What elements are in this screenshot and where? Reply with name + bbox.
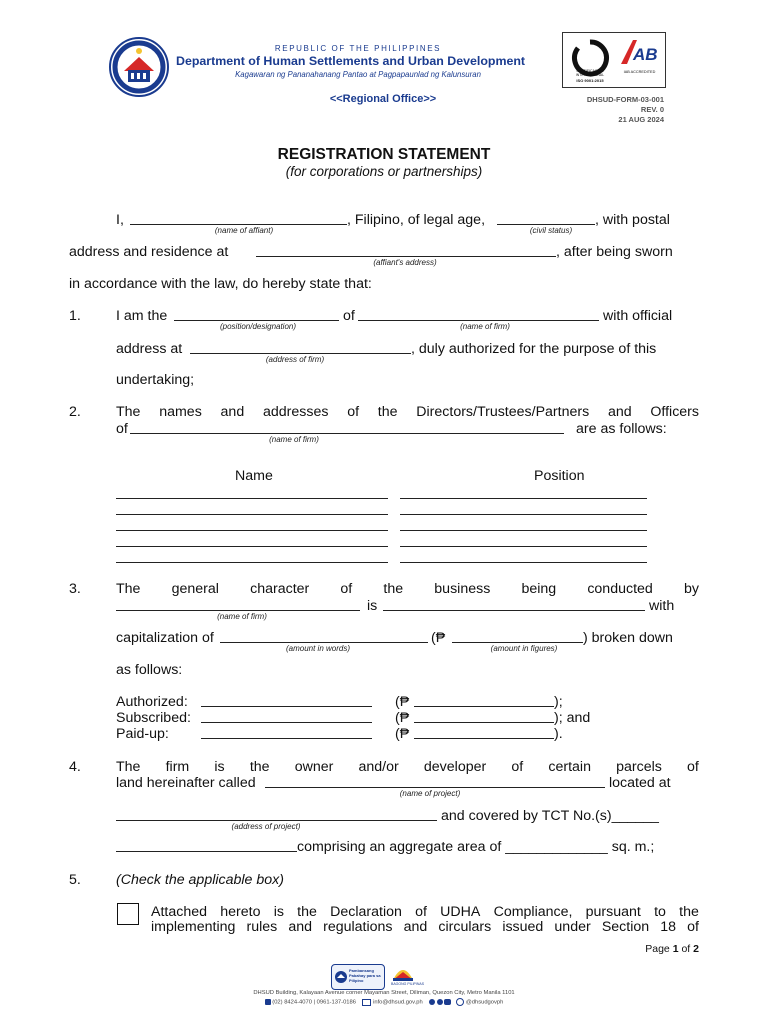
capital-figures-hint: (amount in figures) bbox=[490, 644, 558, 653]
firm-name-hint-3: (name of firm) bbox=[217, 612, 267, 621]
item3-word: The bbox=[116, 581, 141, 597]
item4-word: the bbox=[249, 759, 270, 775]
item1-i-am: I am the bbox=[116, 308, 168, 324]
item5-word: of bbox=[687, 919, 699, 935]
item5-word: Attached bbox=[151, 904, 208, 920]
iab-logo-icon bbox=[617, 36, 662, 68]
item5-check: (Check the applicable box) bbox=[116, 872, 284, 888]
item2-number: 2. bbox=[69, 404, 81, 420]
svg-text:AB: AB bbox=[633, 45, 658, 64]
item3-line1 bbox=[116, 581, 699, 597]
intro-address-lead: address and residence at bbox=[69, 244, 229, 260]
item5-word: Compliance, bbox=[493, 904, 573, 920]
item4-word: certain bbox=[548, 759, 591, 775]
item5-line1 bbox=[151, 904, 699, 920]
director-position-field[interactable] bbox=[400, 530, 647, 531]
dhsud-seal-icon bbox=[109, 37, 169, 97]
item3-word: conducted bbox=[587, 581, 653, 597]
iab-badge bbox=[617, 36, 662, 84]
item3-as-follows: as follows: bbox=[116, 662, 183, 678]
item5-word: 18 bbox=[660, 919, 677, 935]
item2-of: of bbox=[116, 421, 128, 437]
intro-after-sworn: , after being sworn bbox=[556, 244, 673, 260]
document-subtitle: (for corporations or partnerships) bbox=[285, 164, 483, 179]
firm-name-field-3[interactable] bbox=[116, 610, 360, 611]
item2-word: and bbox=[607, 404, 632, 420]
item4-comprising: comprising an aggregate area of _____________ sq. m.; bbox=[297, 839, 655, 855]
subscribed-peso: (₱ bbox=[395, 710, 410, 726]
item1-address-at: address at bbox=[116, 341, 183, 357]
item3-word: being bbox=[521, 581, 557, 597]
item3-word: the bbox=[383, 581, 404, 597]
area-lead-field[interactable] bbox=[116, 851, 297, 852]
item5-word: Section bbox=[601, 919, 650, 935]
subscribed-label: Subscribed: bbox=[116, 710, 191, 726]
item4-word: of bbox=[511, 759, 524, 775]
project-address-field[interactable] bbox=[116, 820, 437, 821]
item5-word: hereto bbox=[220, 904, 261, 920]
capital-figures-field[interactable] bbox=[452, 642, 583, 643]
iso-text: CERTIFICACION INTERNACIONAL bbox=[575, 69, 605, 77]
item5-word: to bbox=[654, 904, 666, 920]
intro-with-postal: , with postal bbox=[595, 212, 670, 228]
republic-label: REPUBLIC OF THE PHILIPPINES bbox=[274, 44, 442, 53]
item5-word: the bbox=[297, 904, 317, 920]
item3-number: 3. bbox=[69, 581, 81, 597]
item3-word: general bbox=[171, 581, 219, 597]
footer-email[interactable]: info@dhsud.gov.ph bbox=[373, 999, 423, 1006]
item4-word: of bbox=[687, 759, 699, 775]
certification-badges bbox=[562, 32, 666, 88]
intro-i: I, bbox=[116, 212, 124, 228]
item2-word: the bbox=[377, 404, 398, 420]
director-position-field[interactable] bbox=[400, 546, 647, 547]
item4-number: 4. bbox=[69, 759, 81, 775]
form-date: 21 AUG 2024 bbox=[618, 115, 664, 124]
name-column-header: Name bbox=[235, 468, 273, 484]
item3-word: character bbox=[250, 581, 310, 597]
item4-word: and/or bbox=[358, 759, 399, 775]
item4-covered: and covered by TCT No.(s)______ bbox=[441, 808, 659, 824]
paidup-end: ). bbox=[554, 726, 563, 742]
page-current: 1 bbox=[672, 943, 679, 955]
item4-word: owner bbox=[294, 759, 334, 775]
civil-status-field[interactable] bbox=[497, 224, 595, 225]
item2-word: addresses bbox=[262, 404, 329, 420]
affiant-name-field[interactable] bbox=[130, 224, 347, 225]
house-icon bbox=[334, 970, 348, 984]
email-icon bbox=[362, 999, 371, 1006]
item4-word: The bbox=[116, 759, 141, 775]
project-name-hint: (name of project) bbox=[399, 789, 461, 798]
director-name-field[interactable] bbox=[116, 546, 388, 547]
director-name-field[interactable] bbox=[116, 514, 388, 515]
authorized-figures-field[interactable] bbox=[414, 706, 554, 707]
page-label: Page bbox=[645, 943, 670, 955]
item2-word: names bbox=[159, 404, 202, 420]
position-field[interactable] bbox=[174, 320, 339, 321]
authorized-words-field[interactable] bbox=[201, 706, 372, 707]
item5-word: regulations bbox=[323, 919, 393, 935]
pambansang-pabahay-logo bbox=[331, 964, 385, 990]
item3-word: of bbox=[340, 581, 353, 597]
paidup-figures-field[interactable] bbox=[414, 738, 554, 739]
item1-with-official: with official bbox=[603, 308, 673, 324]
subscribed-figures-field[interactable] bbox=[414, 722, 554, 723]
item5-number: 5. bbox=[69, 872, 81, 888]
firm-name-field-2[interactable] bbox=[130, 433, 564, 434]
item4-word: is bbox=[214, 759, 225, 775]
item4-land: land hereinafter called bbox=[116, 775, 256, 791]
intro-filipino: , Filipino, of legal age, bbox=[347, 212, 486, 228]
project-name-field[interactable] bbox=[265, 787, 605, 788]
paidup-peso: (₱ bbox=[395, 726, 410, 742]
director-name-field[interactable] bbox=[116, 530, 388, 531]
footer-logos bbox=[331, 964, 437, 988]
iab-text: IAB ACCREDITED bbox=[623, 70, 656, 74]
footer-social[interactable]: @dhsudgovph bbox=[465, 999, 504, 1006]
paidup-label: Paid-up: bbox=[116, 726, 169, 742]
affiant-address-hint: (affiant's address) bbox=[373, 258, 437, 267]
item5-word: circulars bbox=[438, 919, 492, 935]
logo1-text: Pambansang Pabahay para sa Pilipino bbox=[349, 968, 381, 983]
project-address-hint: (address of project) bbox=[231, 822, 301, 831]
instagram-icon[interactable] bbox=[437, 999, 443, 1005]
item3-broken-down: ) broken down bbox=[583, 630, 673, 646]
business-character-field[interactable] bbox=[383, 610, 645, 611]
item5-word: and bbox=[403, 919, 428, 935]
item3-word: business bbox=[434, 581, 491, 597]
department-name: Department of Human Settlements and Urban Development bbox=[176, 54, 526, 68]
authorized-peso: (₱ bbox=[395, 694, 410, 710]
item3-is: is bbox=[367, 598, 378, 614]
director-position-field[interactable] bbox=[400, 498, 647, 499]
capital-words-hint: (amount in words) bbox=[285, 644, 351, 653]
page-total: 2 bbox=[693, 943, 699, 955]
bagong-pilipinas-logo bbox=[391, 964, 431, 988]
director-name-field[interactable] bbox=[116, 498, 388, 499]
item2-word: and bbox=[220, 404, 245, 420]
item5-word: of bbox=[415, 904, 427, 920]
item2-line1 bbox=[116, 404, 699, 420]
firm-name-field-1[interactable] bbox=[358, 320, 599, 321]
page-number bbox=[645, 943, 699, 955]
youtube-icon[interactable] bbox=[444, 999, 451, 1005]
bagong-pilipinas-icon bbox=[391, 964, 415, 982]
item5-word: is bbox=[273, 904, 284, 920]
footer-address: DHSUD Building, Kalayaan Avenue corner Mayaman Street, Diliman, Quezon City, Metro Manila 1101 bbox=[253, 990, 515, 996]
firm-address-hint: (address of firm) bbox=[265, 355, 325, 364]
authorized-label: Authorized: bbox=[116, 694, 188, 710]
facebook-icon[interactable] bbox=[429, 999, 435, 1005]
affiant-name-hint: (name of affiant) bbox=[214, 226, 274, 235]
footer-phone: (02) 8424-4070 | 0961-137-0186 bbox=[272, 999, 356, 1006]
item1-duly: , duly authorized for the purpose of this bbox=[411, 341, 657, 357]
director-name-field[interactable] bbox=[116, 562, 388, 563]
subscribed-end: ); and bbox=[554, 710, 591, 726]
position-column-header: Position bbox=[534, 468, 585, 484]
item3-capitalization: capitalization of bbox=[116, 630, 214, 646]
item5-word: issued bbox=[502, 919, 544, 935]
regional-office: <<Regional Office>> bbox=[329, 93, 437, 105]
item1-undertaking: undertaking; bbox=[116, 372, 195, 388]
item3-with: with bbox=[649, 598, 675, 614]
item2-word: Directors/Trustees/Partners bbox=[416, 404, 590, 420]
civil-status-hint: (civil status) bbox=[529, 226, 573, 235]
item5-word: implementing bbox=[151, 919, 236, 935]
item2-word: Officers bbox=[650, 404, 699, 420]
item3-word: by bbox=[683, 581, 699, 597]
item1-of: of bbox=[343, 308, 355, 324]
item2-word: The bbox=[116, 404, 141, 420]
item4-word: parcels bbox=[616, 759, 662, 775]
document-title: REGISTRATION STATEMENT bbox=[277, 146, 491, 163]
item5-word: Declaration bbox=[330, 904, 402, 920]
paidup-words-field[interactable] bbox=[201, 738, 372, 739]
item5-word: pursuant bbox=[585, 904, 641, 920]
item5-word: the bbox=[679, 904, 699, 920]
department-tagline: Kagawaran ng Pananahanang Pantao at Pagpapaunlad ng Kalunsuran bbox=[235, 70, 481, 79]
authorized-end: ); bbox=[554, 694, 563, 710]
item2-word: of bbox=[347, 404, 360, 420]
dhsud-seal bbox=[109, 37, 169, 97]
firm-address-field[interactable] bbox=[190, 353, 411, 354]
item5-word: rules bbox=[246, 919, 278, 935]
firm-name-hint-2: (name of firm) bbox=[269, 435, 319, 444]
item1-number: 1. bbox=[69, 308, 81, 324]
item4-word: developer bbox=[423, 759, 487, 775]
udha-checkbox[interactable] bbox=[117, 903, 139, 925]
item3-peso-open: (₱ bbox=[431, 630, 446, 646]
position-hint: (position/designation) bbox=[219, 322, 297, 331]
footer-contacts bbox=[0, 998, 768, 1006]
affiant-address-field[interactable] bbox=[256, 256, 556, 257]
item4-word: firm bbox=[165, 759, 190, 775]
firm-name-hint-1: (name of firm) bbox=[460, 322, 510, 331]
phone-icon bbox=[265, 999, 271, 1005]
logo2-text: BAGONG PILIPINAS bbox=[391, 982, 425, 986]
director-position-field[interactable] bbox=[400, 514, 647, 515]
iso-number: ISO 9001:2015 bbox=[576, 78, 604, 83]
item4-line1 bbox=[116, 759, 699, 775]
director-position-field[interactable] bbox=[400, 562, 647, 563]
capital-words-field[interactable] bbox=[220, 642, 428, 643]
item5-line2 bbox=[151, 919, 699, 935]
iso-badge bbox=[566, 36, 614, 84]
item4-located: located at bbox=[609, 775, 671, 791]
at-icon bbox=[456, 998, 464, 1006]
item2-are-as: are as follows: bbox=[576, 421, 667, 437]
form-revision: REV. 0 bbox=[640, 105, 664, 114]
item5-word: UDHA bbox=[440, 904, 481, 920]
item5-word: and bbox=[288, 919, 313, 935]
item5-word: under bbox=[554, 919, 591, 935]
subscribed-words-field[interactable] bbox=[201, 722, 372, 723]
page-of: of bbox=[681, 943, 691, 955]
form-code: DHSUD-FORM-03-001 bbox=[586, 95, 664, 104]
intro-accordance: in accordance with the law, do hereby state that: bbox=[69, 276, 372, 292]
